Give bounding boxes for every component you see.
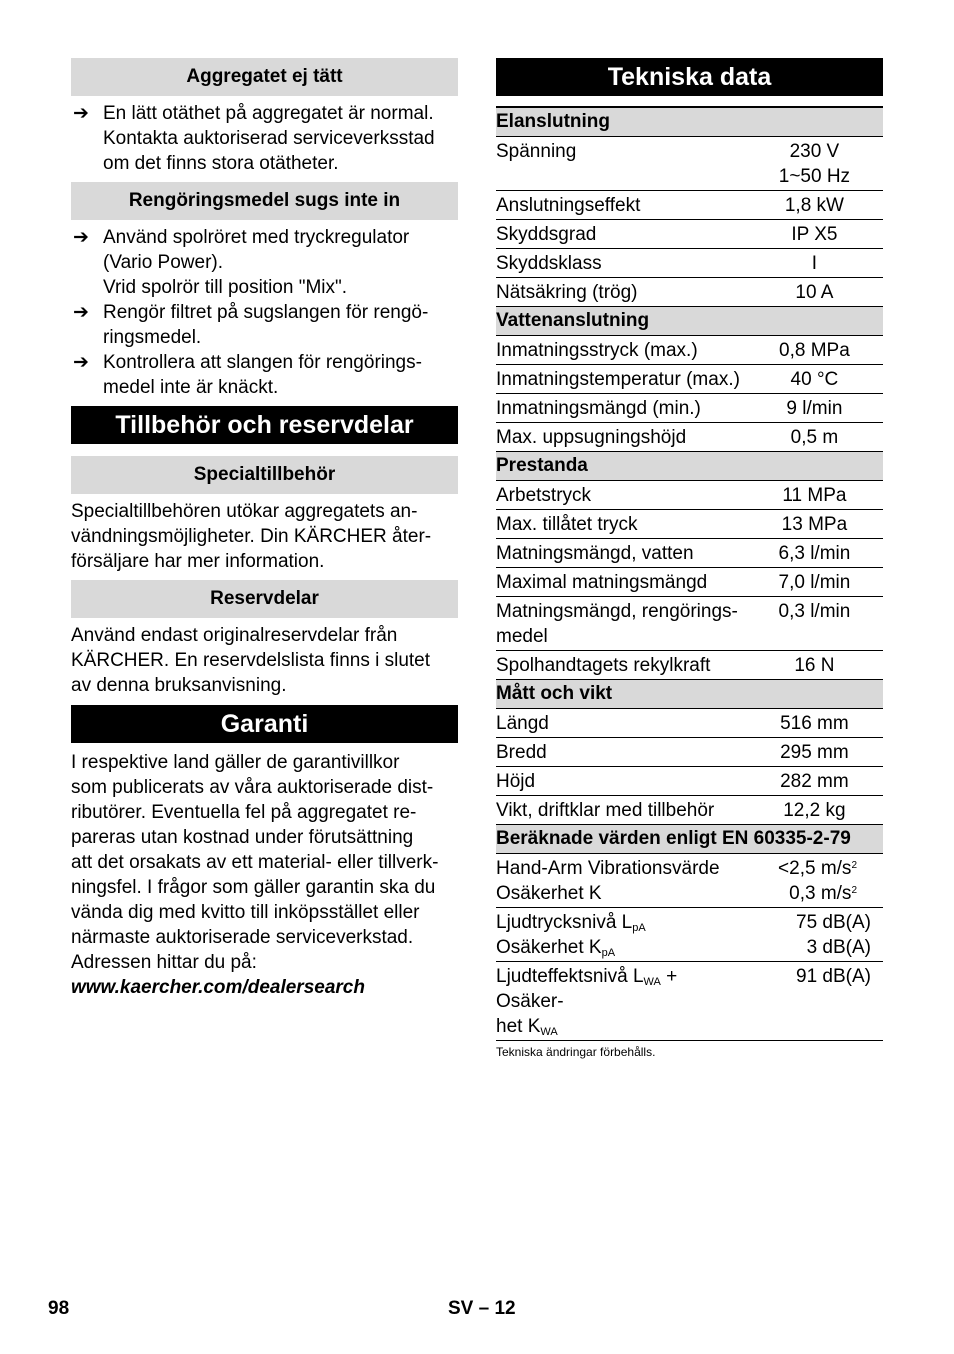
row-label: Spolhandtagets rekylkraft <box>496 651 746 680</box>
table-row <box>496 597 883 651</box>
text-line: av denna bruksanvisning. <box>71 675 287 696</box>
table-row <box>496 568 883 597</box>
row-label: Skyddsgrad <box>496 220 746 249</box>
text-line: vändningsmöjligheter. Din KÄRCHER åter- <box>71 526 432 547</box>
reservdelar-text <box>71 623 458 698</box>
text-line: att det orsakats av ett material- eller tillverk- <box>71 852 439 873</box>
table-row <box>496 510 883 539</box>
section-title: Vattenanslutning <box>496 307 883 336</box>
table-section-header <box>496 452 883 481</box>
table-section-header <box>496 680 883 709</box>
section-heading-specialtillbehor: Specialtillbehör <box>71 456 458 494</box>
row-label: Bredd <box>496 738 746 767</box>
row-value: 0,5 m <box>746 423 883 452</box>
row-value: 0,8 MPa <box>746 336 883 365</box>
row-value: 282 mm <box>746 767 883 796</box>
dealer-search-link[interactable]: www.kaercher.com/dealersearch <box>71 977 365 998</box>
section-heading-garanti: Garanti <box>71 705 458 743</box>
table-row <box>496 796 883 825</box>
bullet-list-detergent <box>71 225 458 400</box>
bullet-text-line: Rengör filtret på sugslangen för rengö- <box>103 302 429 323</box>
bullet-item <box>71 101 458 176</box>
text-line: ributörer. Eventuella fel på aggregatet re- <box>71 802 417 823</box>
row-label: Längd <box>496 709 746 738</box>
row-label: Ljudteffektsnivå $L_{WA}$ + Osäker- het $K_{WA}$ <box>496 962 746 1041</box>
row-value: 9 l/min <box>746 394 883 423</box>
section-heading-rengoringsmedel: Rengöringsmedel sugs inte in <box>71 182 458 220</box>
text-line: Adressen hittar du på: <box>71 952 257 973</box>
section-heading-tekniska-data: Tekniska data <box>496 58 883 96</box>
text-line: I respektive land gäller de garantivillkor <box>71 752 400 773</box>
bullet-text-line: En lätt otäthet på aggregatet är normal. <box>103 103 434 124</box>
row-label: Inmatningstemperatur (max.) <box>496 365 746 394</box>
footnote: Tekniska ändringar förbehålls. <box>496 1045 656 1059</box>
row-label: Matningsmängd, rengörings- medel <box>496 597 746 651</box>
table-row <box>496 767 883 796</box>
bullet-text-line: (Vario Power). <box>103 252 224 273</box>
text-line: närmaste auktoriserade serviceverkstad. <box>71 927 414 948</box>
table-row <box>496 336 883 365</box>
table-row-sound-pressure <box>496 908 883 962</box>
table-row <box>496 220 883 249</box>
row-value: 16 N <box>746 651 883 680</box>
section-heading-aggregatet-ej-tatt: Aggregatet ej tätt <box>71 58 458 96</box>
row-label: Matningsmängd, vatten <box>496 539 746 568</box>
row-label: Max. uppsugningshöjd <box>496 423 746 452</box>
row-value: IP X5 <box>746 220 883 249</box>
table-row <box>496 709 883 738</box>
arrow-right-icon: ➔ <box>73 302 89 323</box>
section-title: Elanslutning <box>496 107 883 137</box>
section-title: Prestanda <box>496 452 883 481</box>
row-label: Ljudtrycksnivå $L_{pA}$ Osäkerhet $K_{pA}$ <box>496 908 746 962</box>
bullet-list-leak <box>71 101 458 176</box>
section-title-calculated: Beräknade värden enligt EN 60335-2-79 <box>496 825 883 854</box>
arrow-right-icon: ➔ <box>73 227 89 248</box>
bullet-item <box>71 225 458 300</box>
table-row <box>496 423 883 452</box>
row-value: 10 A <box>746 278 883 307</box>
row-value: 91 dB(A) <box>746 962 883 1041</box>
row-label: Max. tillåtet tryck <box>496 510 746 539</box>
row-value: I <box>746 249 883 278</box>
bullet-item <box>71 350 458 400</box>
row-value: 75 dB(A) 3 dB(A) <box>746 908 883 962</box>
table-row <box>496 539 883 568</box>
row-value: 12,2 kg <box>746 796 883 825</box>
table-row <box>496 137 883 191</box>
row-label: Anslutningseffekt <box>496 191 746 220</box>
text-line: försäljare har mer information. <box>71 551 325 572</box>
bullet-text-line: ringsmedel. <box>103 327 202 348</box>
text-line: som publicerats av våra auktoriserade dist- <box>71 777 434 798</box>
table-section-header <box>496 307 883 336</box>
text-line: vända dig med kvitto till inköpsstället eller <box>71 902 420 923</box>
row-value: 6,3 l/min <box>746 539 883 568</box>
table-row <box>496 365 883 394</box>
bullet-text-line: Kontrollera att slangen för rengörings- <box>103 352 422 373</box>
technical-data-table <box>496 106 883 1041</box>
table-row <box>496 738 883 767</box>
row-label: Höjd <box>496 767 746 796</box>
table-section-header <box>496 825 883 854</box>
bullet-text-line: Kontakta auktoriserad serviceverksstad <box>103 128 435 149</box>
table-row <box>496 651 883 680</box>
garanti-text <box>71 750 458 975</box>
bullet-text-line: Använd spolröret med tryckregulator <box>103 227 410 248</box>
row-value: 0,3 l/min <box>746 597 883 651</box>
table-row <box>496 249 883 278</box>
row-value: 516 mm <box>746 709 883 738</box>
table-row <box>496 481 883 510</box>
row-label: Inmatningsstryck (max.) <box>496 336 746 365</box>
specialtillbehor-text <box>71 499 458 574</box>
table-row-vibration <box>496 854 883 908</box>
row-label: Vikt, driftklar med tillbehör <box>496 796 746 825</box>
row-value: 11 MPa <box>746 481 883 510</box>
section-heading-reservdelar: Reservdelar <box>71 580 458 618</box>
row-value: 230 V 1~50 Hz <box>746 137 883 191</box>
text-line: pareras utan kostnad under förutsättning <box>71 827 414 848</box>
language-page-label: SV – 12 <box>448 1298 516 1319</box>
row-label: Nätsäkring (trög) <box>496 278 746 307</box>
bullet-item <box>71 300 458 350</box>
section-heading-tillbehor: Tillbehör och reservdelar <box>71 406 458 444</box>
row-value: <2,5 $m/s^2$ 0,3 $m/s^2$ <box>746 854 883 908</box>
table-row-sound-power <box>496 962 883 1041</box>
row-label: Skyddsklass <box>496 249 746 278</box>
row-label: Hand-Arm Vibrationsvärde Osäkerhet K <box>496 854 746 908</box>
bullet-text-line: medel inte är knäckt. <box>103 377 279 398</box>
text-line: Använd endast originalreservdelar från <box>71 625 398 646</box>
bullet-text-line: om det finns stora otätheter. <box>103 153 339 174</box>
row-label: Arbetstryck <box>496 481 746 510</box>
table-row <box>496 191 883 220</box>
right-column <box>496 58 883 1059</box>
arrow-right-icon: ➔ <box>73 103 89 124</box>
row-label: Spänning <box>496 137 746 191</box>
text-line: ningsfel. I frågor som gäller garantin ska du <box>71 877 436 898</box>
row-label: Maximal matningsmängd <box>496 568 746 597</box>
arrow-right-icon: ➔ <box>73 352 89 373</box>
table-row <box>496 394 883 423</box>
bullet-text-line: Vrid spolrör till position "Mix". <box>103 277 348 298</box>
page-number: 98 <box>48 1298 70 1319</box>
row-value: 7,0 l/min <box>746 568 883 597</box>
section-title: Mått och vikt <box>496 680 883 709</box>
left-column <box>71 58 458 1000</box>
table-section-header <box>496 107 883 137</box>
row-value: 295 mm <box>746 738 883 767</box>
row-value: 40 °C <box>746 365 883 394</box>
text-line: Specialtillbehören utökar aggregatets an- <box>71 501 418 522</box>
row-value: 13 MPa <box>746 510 883 539</box>
row-label: Inmatningsmängd (min.) <box>496 394 746 423</box>
row-value: 1,8 kW <box>746 191 883 220</box>
text-line: KÄRCHER. En reservdelslista finns i slutet <box>71 650 431 671</box>
table-row <box>496 278 883 307</box>
